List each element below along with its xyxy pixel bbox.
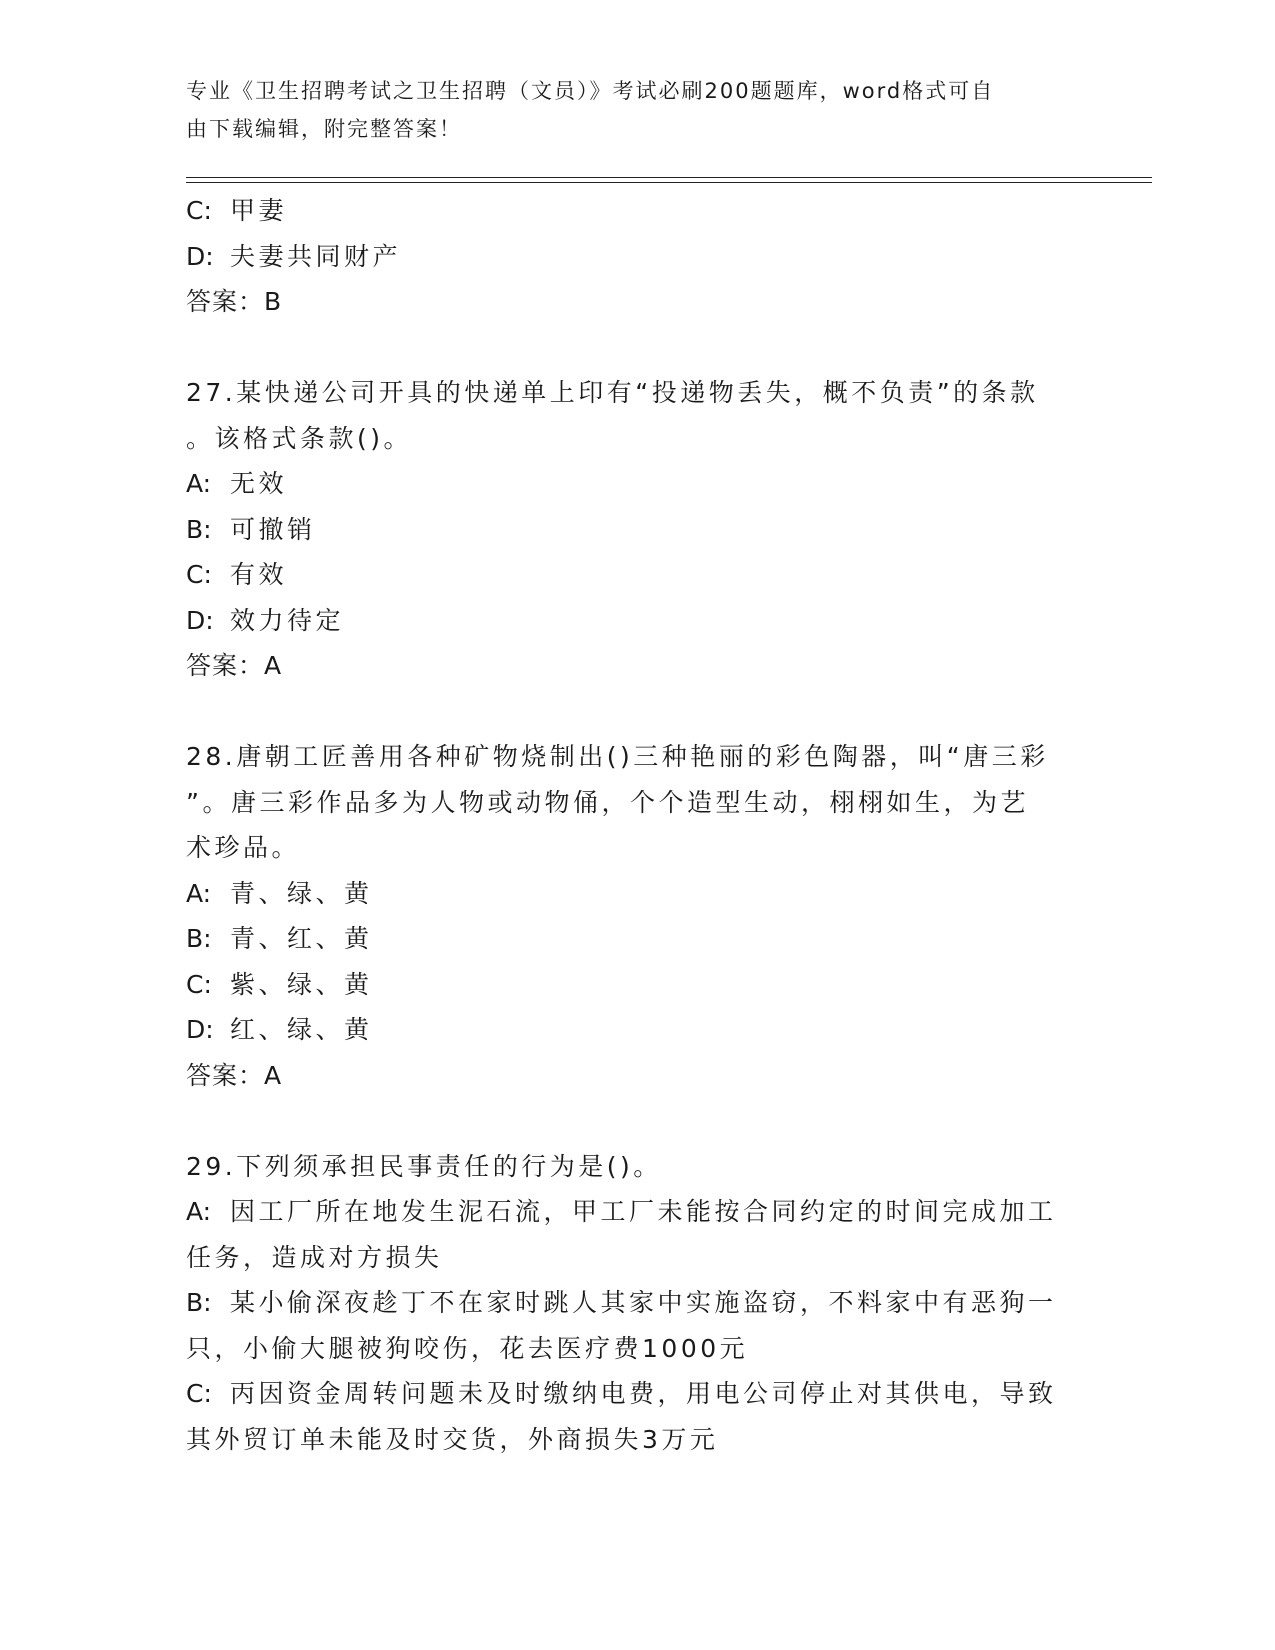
option-c	[186, 962, 1086, 1008]
option-a-continued: 任务，造成对方损失	[186, 1242, 443, 1272]
question-stem-line: 术珍品。	[186, 833, 301, 862]
header-line-1: 专业《卫生招聘考试之卫生招聘（文员）》考试必刷200题题库，word格式可自	[186, 79, 995, 103]
option-a	[186, 1189, 1086, 1235]
answer-value: A	[264, 1060, 282, 1090]
document-header	[186, 72, 1066, 148]
question-stem-line: 27.某快递公司开具的快递单上印有“投递物丢失，概不负责”的条款	[186, 378, 1039, 407]
option-key: D:	[186, 1015, 214, 1044]
option-d	[186, 1007, 1086, 1053]
answer-value: B	[264, 287, 282, 316]
option-b	[186, 507, 1086, 553]
answer-value: A	[264, 651, 282, 680]
question-stem-line: ”。唐三彩作品多为人物或动物俑，个个造型生动，栩栩如生，为艺	[186, 787, 1029, 817]
option-b	[186, 916, 1086, 962]
question-29	[186, 1144, 1086, 1463]
question-27	[186, 370, 1086, 689]
option-key: C:	[186, 196, 212, 225]
answer-label: 答案：	[186, 1060, 265, 1090]
option-key: B:	[186, 514, 212, 544]
option-c-continued: 其外贸订单未能及时交货，外商损失3万元	[186, 1424, 719, 1454]
answer-line	[186, 643, 1086, 689]
option-c	[186, 1371, 1086, 1417]
question-stem-line: 29.下列须承担民事责任的行为是()。	[186, 1151, 662, 1181]
option-text: 青、红、黄	[230, 924, 373, 953]
option-c	[186, 188, 1086, 234]
header-divider-bottom	[186, 182, 1152, 183]
answer-line	[186, 1053, 1086, 1099]
option-key: D:	[186, 605, 214, 635]
option-text: 因工厂所在地发生泥石流，甲工厂未能按合同约定的时间完成加工	[230, 1197, 1057, 1226]
option-text: 紫、绿、黄	[230, 969, 373, 999]
option-key: A:	[186, 1197, 212, 1226]
option-key: A:	[186, 878, 212, 908]
answer-line	[186, 279, 1086, 325]
option-b	[186, 1280, 1086, 1326]
option-text: 可撤销	[230, 514, 316, 544]
header-line-2: 由下载编辑，附完整答案！	[186, 117, 462, 141]
option-text: 红、绿、黄	[230, 1015, 373, 1044]
spacer	[186, 325, 1086, 371]
option-key: B:	[186, 924, 212, 953]
option-key: C:	[186, 969, 212, 999]
option-key: B:	[186, 1288, 212, 1317]
answer-label: 答案：	[186, 287, 265, 316]
question-26-tail	[186, 188, 1086, 325]
question-28	[186, 734, 1086, 1098]
option-d	[186, 234, 1086, 280]
option-a	[186, 461, 1086, 507]
option-key: D:	[186, 241, 214, 271]
header-divider-top	[186, 177, 1152, 178]
question-stem-line: 28.唐朝工匠善用各种矿物烧制出()三种艳丽的彩色陶器，叫“唐三彩	[186, 742, 1049, 771]
option-a	[186, 871, 1086, 917]
option-text: 某小偷深夜趁丁不在家时跳人其家中实施盗窃，不料家中有恶狗一	[230, 1288, 1057, 1317]
option-text: 有效	[230, 560, 288, 589]
option-text: 无效	[230, 469, 288, 498]
option-text: 夫妻共同财产	[230, 241, 402, 271]
spacer	[186, 1098, 1086, 1144]
spacer	[186, 689, 1086, 735]
option-text: 效力待定	[230, 605, 345, 635]
option-key: C:	[186, 1379, 212, 1408]
option-text: 甲妻	[230, 196, 288, 225]
option-b-continued: 只，小偷大腿被狗咬伤，花去医疗费1000元	[186, 1333, 749, 1363]
option-key: C:	[186, 560, 212, 589]
document-body	[186, 188, 1086, 1462]
question-stem-line: 。该格式条款()。	[186, 423, 413, 453]
option-d	[186, 598, 1086, 644]
answer-label: 答案：	[186, 651, 265, 680]
option-c	[186, 552, 1086, 598]
option-key: A:	[186, 469, 212, 498]
option-text: 青、绿、黄	[230, 878, 373, 908]
option-text: 丙因资金周转问题未及时缴纳电费，用电公司停止对其供电，导致	[230, 1379, 1057, 1408]
